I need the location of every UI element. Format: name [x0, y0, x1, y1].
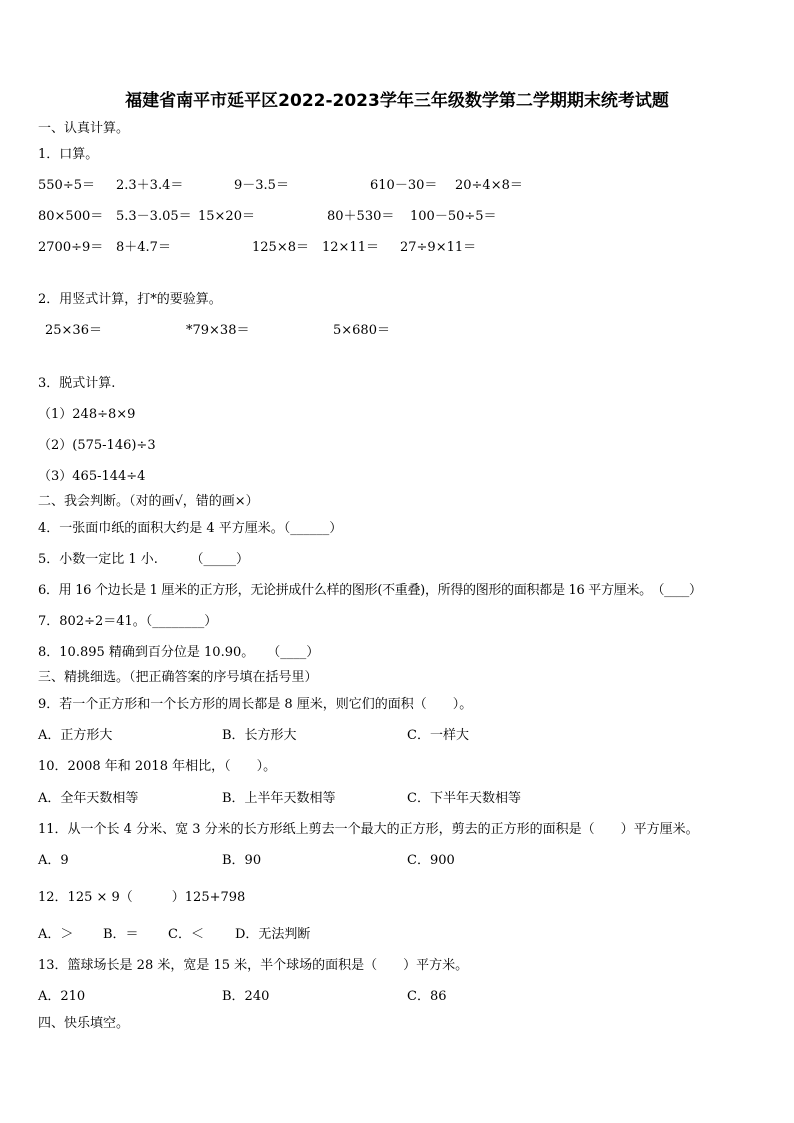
q11-option: B．90: [222, 853, 262, 868]
q12-option: B．＝: [103, 927, 139, 942]
q11-option: A．9: [38, 853, 69, 868]
q1-item: 610－30＝: [370, 178, 438, 193]
q1-item: 20÷4×8＝: [455, 178, 523, 193]
q3-item: （1）248÷8×9: [38, 407, 136, 422]
section-4-heading: 四、快乐填空。: [38, 1016, 130, 1031]
q1-item: 2700÷9＝: [38, 240, 104, 255]
q10-option: B．上半年天数相等: [222, 791, 336, 806]
q13-option: A．210: [38, 989, 86, 1004]
q3-label: 3．脱式计算.: [38, 376, 116, 391]
section-3-heading: 三、精挑细选。（把正确答案的序号填在括号里）: [38, 670, 318, 685]
document-title: 福建省南平市延平区2022-2023学年三年级数学第二学期期末统考试题: [125, 91, 669, 111]
q1-label: 1．口算。: [38, 147, 99, 162]
q2-item: 25×36＝: [45, 323, 102, 338]
q10-option: A．全年天数相等: [38, 791, 139, 806]
section-2-heading: 二、我会判断。（对的画√，错的画×）: [38, 494, 259, 509]
q12-option: C．＜: [168, 927, 204, 942]
q12-option: D．无法判断: [235, 927, 311, 942]
q1-item: 5.3－3.05＝: [116, 209, 192, 224]
q2-label: 2．用竖式计算，打*的要验算。: [38, 292, 222, 307]
q9-option: B．长方形大: [222, 728, 297, 743]
q1-item: 550÷5＝: [38, 178, 95, 193]
judge-item: 6．用 16 个边长是 1 厘米的正方形，无论拼成什么样的图形(不重叠)，所得的图形的面积都是 16 平方厘米。 （____）: [38, 583, 702, 598]
q9-option: A．正方形大: [38, 728, 113, 743]
q9-stem: 9．若一个正方形和一个长方形的周长都是 8 厘米，则它们的面积（ ）。: [38, 697, 473, 712]
q2-item: 5×680＝: [333, 323, 390, 338]
q1-item: 80＋530＝: [327, 209, 395, 224]
q3-item: （2）(575-146)÷3: [38, 438, 156, 453]
q1-item: 2.3＋3.4＝: [116, 178, 184, 193]
q10-stem: 10．2008 年和 2018 年相比，（ ）。: [38, 759, 277, 774]
judge-item: 4．一张面巾纸的面积大约是 4 平方厘米。（______）: [38, 521, 343, 536]
q1-item: 8＋4.7＝: [116, 240, 171, 255]
q1-item: 12×11＝: [322, 240, 379, 255]
section-1-heading: 一、认真计算。: [38, 121, 130, 136]
q9-option: C．一样大: [407, 728, 469, 743]
q12-stem: 12．125 × 9（ ）125+798: [38, 890, 246, 905]
q1-item: 15×20＝: [198, 209, 255, 224]
q11-option: C．900: [407, 853, 455, 868]
judge-item: 7．802÷2＝41。（________）: [38, 614, 218, 629]
judge-item: 5．小数一定比 1 小. （_____）: [38, 552, 249, 567]
q10-option: C．下半年天数相等: [407, 791, 521, 806]
q11-stem: 11．从一个长 4 分米、宽 3 分米的长方形纸上剪去一个最大的正方形，剪去的正方形的面积是（ ）平方厘米。: [38, 822, 699, 837]
q1-item: 80×500＝: [38, 209, 104, 224]
q1-item: 100－50÷5＝: [410, 209, 497, 224]
q1-item: 27÷9×11＝: [400, 240, 477, 255]
q1-item: 9－3.5＝: [234, 178, 289, 193]
q12-option: A．＞: [38, 927, 74, 942]
q13-option: C．86: [407, 989, 447, 1004]
q2-item: *79×38＝: [186, 323, 250, 338]
q1-item: 125×8＝: [252, 240, 309, 255]
q13-option: B．240: [222, 989, 270, 1004]
judge-item: 8．10.895 精确到百分位是 10.90。 （____）: [38, 645, 320, 660]
q13-stem: 13．篮球场长是 28 米，宽是 15 米，半个球场的面积是（ ）平方米。: [38, 958, 469, 973]
q3-item: （3）465-144÷4: [38, 469, 146, 484]
